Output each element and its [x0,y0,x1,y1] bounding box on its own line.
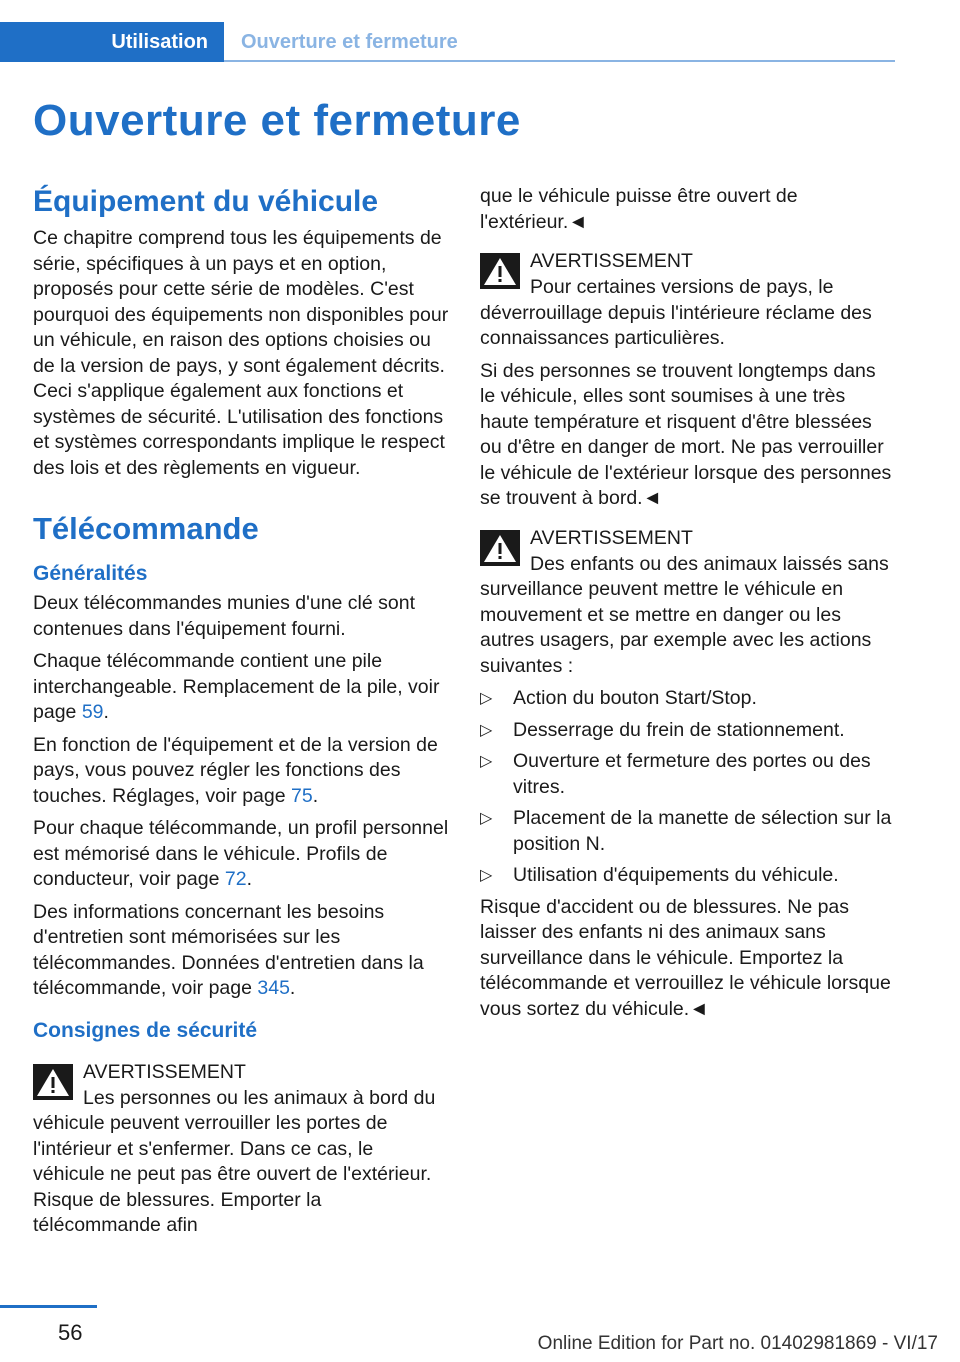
header-bar [0,22,895,62]
header-chapter-label: Ouverture et fermeture [241,30,458,53]
warning-2 [480,247,892,352]
triangle-right-outline-icon: ▷ [480,867,493,884]
general-heading: Généralités [33,562,148,585]
warning-label: AVERTISSEMENT [83,1060,246,1083]
warning-3-more: Risque d'accident ou de blessures. Ne pas laisser des enfants ni des animaux sans surveillance dans le véhicule. Emportez la télécommande et verrouillez le véhicule lorsque vous sortez du véhicule.◄ [480,895,891,1020]
list-item: ▷ Action du bouton Start/Stop. [480,686,892,712]
warning-triangle-icon [33,1064,73,1100]
remote-p3: En fonction de l'équipement et de la version de pays, vous pouvez régler les fonctions des touches. Réglages, voir page 75. [33,733,438,807]
warning-1 [33,1058,449,1239]
right-column [480,184,892,1029]
left-column [33,182,449,1246]
list-item: ▷ Utilisation d'équipements du véhicule. [480,863,892,889]
warning-2-more: Si des personnes se trouvent longtemps dans le véhicule, elles sont soumises à une très haute température et risquent d'être blessées ou d'être en danger de mort. Ne pas verrouiller le véhicule de l'extérieur lorsque des personnes se trouvent à bord.◄ [480,359,892,509]
triangle-right-outline-icon: ▷ [480,753,493,770]
page-title: Ouverture et fermeture [33,96,521,145]
footer-edition: Online Edition for Part no. 01402981869 - VI/17 [537,1333,938,1354]
warning-2-text: Pour certaines versions de pays, le déverrouillage depuis l'intérieure réclame des connaissances particulières. [480,276,872,349]
equipment-heading: Équipement du véhicule [33,185,379,218]
warning-triangle-icon [480,530,520,566]
triangle-right-outline-icon: ▷ [480,810,493,827]
triangle-right-outline-icon: ▷ [480,721,493,739]
warning-3-text: Des enfants ou des animaux laissés sans surveillance peuvent mettre le véhicule en mouvement et se mettre en danger ou les autres usagers, par exemple avec les actions suivantes : [480,552,889,677]
warning-label: AVERTISSEMENT [530,250,693,272]
list-item: ▷ Placement de la manette de sélection sur la position N. [480,807,892,855]
list-item: ▷ Ouverture et fermeture des portes ou des vitres. [480,750,871,798]
safety-heading: Consignes de sécurité [33,1018,258,1042]
warning-triangle-icon [480,253,520,289]
warning-1-continuation: que le véhicule puisse être ouvert de l'extérieur.◄ [480,185,798,233]
remote-heading: Télécommande [33,511,259,546]
list-item: ▷ Desserrage du frein de stationnement. [480,718,892,744]
header-chapter-tab[interactable] [241,22,458,62]
header-rule [224,60,895,62]
page-link-72[interactable]: 72 [224,868,247,890]
action-list [480,686,892,889]
footer-rule [0,1305,97,1308]
page-link-59[interactable]: 59 [81,701,104,723]
page-link-345[interactable]: 345 [257,977,290,999]
page-number: 56 [58,1320,83,1345]
equipment-text: Ce chapitre comprend tous les équipements de série, spécifiques à un pays et en option, proposés pour cette série de modèles. C'est pourquoi des équipements non disponibles pour un véhicule, en raison des options choisies ou de la version de pays, y sont également décrits. Ceci s'applique également aux fonctions et systèmes de sécurité. L'utilisation des fonctions et systèmes correspondants implique le respect des lois et des règlements en vigueur. [33,227,449,479]
header-section-tab[interactable] [0,22,224,62]
page-link-75[interactable]: 75 [291,784,313,807]
warning-3 [480,524,892,680]
header-section-label: Utilisation [111,30,208,53]
warning-1-text: Les personnes ou les animaux à bord du véhicule peuvent verrouiller les portes de l'intérieur et s'enfermer. Dans ce cas, le véhicule ne peut pas être ouvert de l'extérieur. Risque de blessures. Emporter la télécommande afin [33,1086,436,1236]
remote-p1: Deux télécommandes munies d'une clé sont contenues dans l'équipement fourni. [33,592,416,640]
warning-label: AVERTISSEMENT [530,526,693,549]
remote-p2: Chaque télécommande contient une pile interchangeable. Remplacement de la pile, voir page 59. [33,650,440,723]
remote-p4: Pour chaque télécommande, un profil personnel est mémorisé dans le véhicule. Profils de conducteur, voir page 72. [33,817,449,890]
remote-p5: Des informations concernant les besoins d'entretien sont mémorisées sur les télécommandes. Données d'entretien dans la télécommande, voir page 345. [33,900,424,999]
triangle-right-outline-icon: ▷ [480,690,493,707]
